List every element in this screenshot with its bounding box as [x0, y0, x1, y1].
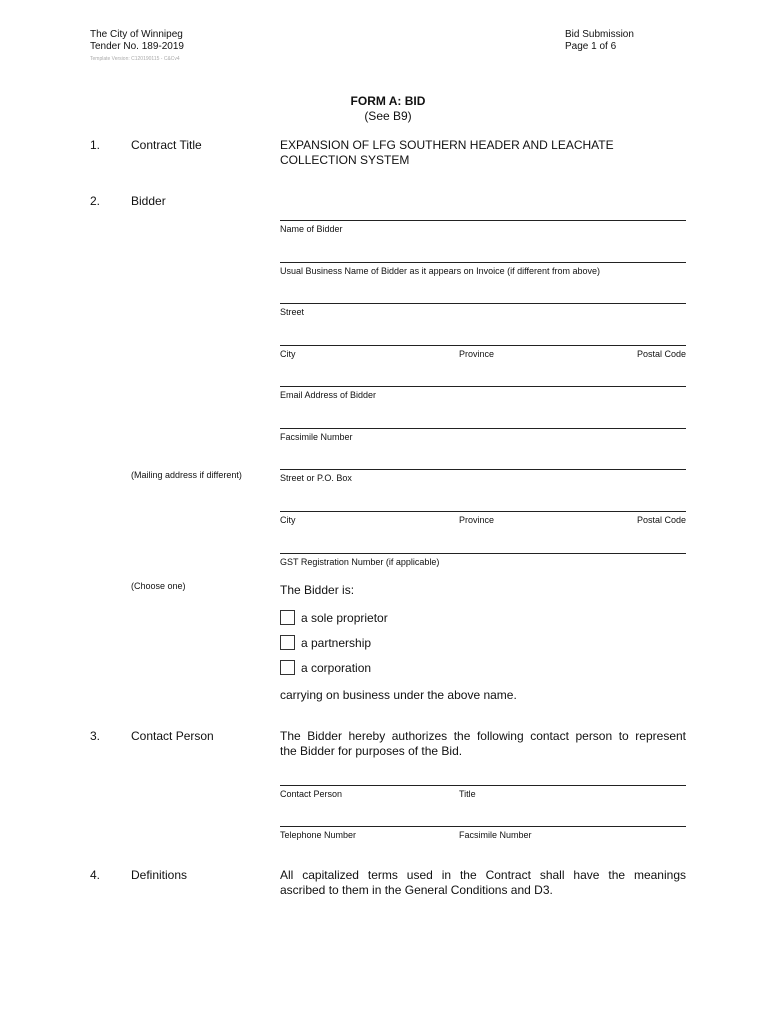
city-province-postal-line[interactable]	[280, 345, 686, 346]
section-1-label: Contract Title	[131, 138, 202, 152]
header-org: The City of Winnipeg	[90, 29, 183, 40]
header-tender: Tender No. 189-2019	[90, 41, 184, 52]
mailing-postal-caption: Postal Code	[636, 515, 686, 525]
form-title: FORM A: BID	[350, 94, 426, 108]
section-2-number: 2.	[90, 194, 101, 208]
email-line[interactable]	[280, 386, 686, 387]
contract-title-line-2: COLLECTION SYSTEM	[280, 153, 410, 167]
header-doc: Bid Submission	[565, 29, 634, 40]
definitions-line-2: ascribed to them in the General Conditions and D3.	[280, 883, 553, 897]
usual-name-line[interactable]	[280, 262, 686, 263]
postal-code-caption: Postal Code	[636, 349, 686, 359]
gst-line[interactable]	[280, 553, 686, 554]
choose-one-note: (Choose one)	[131, 581, 186, 591]
contact-person-caption: Contact Person	[280, 789, 343, 799]
header-template: Template Version: C120190115 - C&Cv4	[90, 56, 180, 62]
contact-person-title-line[interactable]	[280, 785, 686, 786]
street-caption: Street	[280, 307, 305, 317]
telephone-caption: Telephone Number	[280, 830, 357, 840]
corporation-checkbox[interactable]	[280, 660, 295, 675]
header-page: Page 1 of 6	[565, 41, 617, 52]
section-3-number: 3.	[90, 729, 101, 743]
mailing-province-caption: Province	[459, 515, 495, 525]
street-po-line[interactable]	[280, 469, 686, 470]
contract-title-line-1: EXPANSION OF LFG SOUTHERN HEADER AND LEACHATE	[280, 138, 614, 152]
section-3-label: Contact Person	[131, 729, 214, 743]
city-caption: City	[280, 349, 296, 359]
email-caption: Email Address of Bidder	[280, 390, 377, 400]
mailing-city-province-postal-line[interactable]	[280, 511, 686, 512]
telephone-fax-line[interactable]	[280, 826, 686, 827]
partnership-checkbox[interactable]	[280, 635, 295, 650]
mailing-address-note: (Mailing address if different)	[131, 470, 242, 480]
section-2-label: Bidder	[131, 194, 166, 208]
contact-authorization-line-2: the Bidder for purposes of the Bid.	[280, 744, 463, 758]
province-caption: Province	[459, 349, 495, 359]
title-caption: Title	[459, 789, 476, 799]
contact-authorization-line-1: The Bidder hereby authorizes the following contact person to represent	[280, 729, 686, 743]
bidder-is-heading: The Bidder is:	[280, 583, 355, 597]
mailing-city-caption: City	[280, 515, 296, 525]
form-subtitle: (See B9)	[364, 109, 412, 123]
corporation-label: a corporation	[301, 661, 372, 675]
partnership-label: a partnership	[301, 636, 372, 650]
street-po-caption: Street or P.O. Box	[280, 473, 352, 483]
name-of-bidder-line[interactable]	[280, 220, 686, 221]
section-4-number: 4.	[90, 868, 101, 882]
carrying-on-business-text: carrying on business under the above name.	[280, 688, 517, 702]
section-4-label: Definitions	[131, 868, 188, 882]
name-of-bidder-caption: Name of Bidder	[280, 224, 343, 234]
street-line[interactable]	[280, 303, 686, 304]
sole-proprietor-label: a sole proprietor	[301, 611, 388, 625]
definitions-line-1: All capitalized terms used in the Contract shall have the meanings	[280, 868, 686, 882]
fax-caption: Facsimile Number	[280, 432, 353, 442]
section-1-number: 1.	[90, 138, 101, 152]
fax-line[interactable]	[280, 428, 686, 429]
sole-proprietor-checkbox[interactable]	[280, 610, 295, 625]
gst-caption: GST Registration Number (if applicable)	[280, 557, 440, 567]
usual-name-caption: Usual Business Name of Bidder as it appears on Invoice (if different from above)	[280, 266, 600, 276]
contact-fax-caption: Facsimile Number	[459, 830, 532, 840]
